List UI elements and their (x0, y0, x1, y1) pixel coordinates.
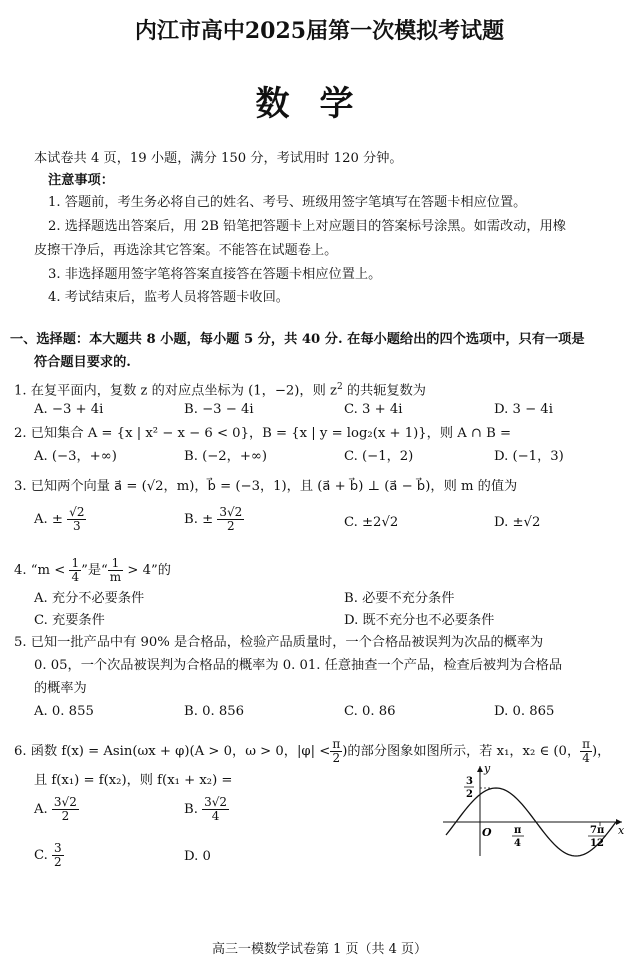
fraction-denominator: 2 (61, 809, 70, 823)
section-heading-line2: 符合题目要求的. (34, 355, 131, 370)
fraction-denominator: 3 (72, 519, 81, 533)
x-axis-label: x (618, 824, 625, 837)
q4-stem (14, 557, 171, 584)
q4-stem-part3: > 4”的 (127, 563, 171, 578)
q1-stem (14, 378, 426, 400)
y-axis-arrow (477, 766, 483, 772)
x-tick2-denominator: 12 (590, 838, 604, 849)
q4-option-d: D. 既不充分也不必要条件 (344, 613, 495, 628)
fraction-denominator: 2 (54, 855, 62, 869)
notice-4: 4. 考试结束后，监考人员将答题卡收回。 (48, 290, 289, 305)
exam-summary: 本试卷共 4 页，19 小题，满分 150 分，考试用时 120 分钟。 (34, 151, 403, 166)
q6-option-b-prefix: B. (184, 802, 198, 817)
exam-title: 内江市高中2025届第一次模拟考试题 (134, 18, 505, 44)
notice-2b: 皮擦干净后，再选涂其它答案。不能答在试题卷上。 (34, 243, 338, 258)
q3-stem: 3. 已知两个向量 a⃗ = (√2，m)，b⃗ = (−3，1)，且 (a⃗ + b⃗) ⊥ (a⃗ − b⃗)，则 m 的值为 (14, 479, 518, 494)
q6-stem-part2: )的部分图象如图所示，若 x₁，x₂ ∈ (0， (342, 744, 581, 759)
page-footer: 高三一模数学试卷第 1 页（共 4 页） (211, 942, 428, 957)
fraction-denominator: 4 (211, 809, 220, 823)
q4-option-c: C. 充要条件 (34, 613, 105, 628)
q1-option-c: C. 3 + 4i (344, 402, 403, 417)
fraction-numerator: 1 (108, 557, 123, 571)
fraction-numerator: √2 (69, 505, 85, 519)
x-tick1-denominator: 4 (514, 838, 521, 849)
q3-option-b-prefix: B. ± (184, 512, 214, 527)
fraction-numerator: π (582, 737, 591, 751)
y-tick-denominator: 2 (466, 789, 473, 800)
q3-option-a-prefix: A. ± (34, 512, 63, 527)
q6-option-c-prefix: C. (34, 848, 48, 863)
q4-stem-part1: 4. “m < (14, 563, 66, 578)
fraction-numerator: 3 (54, 841, 62, 855)
q3-option-b (184, 506, 244, 533)
q6-stem-line2: 且 f(x₁) = f(x₂)，则 f(x₁ + x₂) = (34, 773, 233, 788)
fraction-denominator: 2 (226, 519, 235, 533)
q6-stem-part3: )， (592, 744, 611, 759)
q6-stem-part1: 6. 函数 f(x) = Asin(ωx + φ)(A > 0，ω > 0，|φ| < (14, 744, 331, 759)
fraction-numerator: π (332, 737, 341, 751)
q5-option-d: D. 0. 865 (494, 704, 555, 719)
q6-option-a-prefix: A. (34, 802, 48, 817)
q3-option-d: D. ±√2 (494, 515, 541, 530)
fraction-denominator: 4 (71, 570, 80, 584)
notice-2a: 2. 选择题选出答案后，用 2B 铅笔把答题卡上对应题目的答案标号涂黑。如需改动，用橡 (48, 219, 566, 234)
q1-stem-text: 1. 在复平面内，复数 z 的对应点坐标为 (1，−2)，则 z (14, 383, 337, 399)
notice-3: 3. 非选择题用签字笔将答案直接答在答题卡相应位置上。 (48, 267, 382, 282)
q5-option-b: B. 0. 856 (184, 704, 245, 719)
q4-option-a: A. 充分不必要条件 (34, 591, 145, 606)
q6-option-d: D. 0 (184, 849, 211, 864)
q6-option-a (34, 796, 79, 823)
q5-option-a: A. 0. 855 (34, 704, 94, 719)
fraction-denominator: m (109, 570, 122, 584)
q3-option-b-fraction (217, 506, 244, 533)
q2-option-d: D. (−1，3) (494, 449, 564, 464)
fraction-numerator: 3√2 (219, 505, 243, 519)
q3-option-a-fraction (67, 506, 86, 533)
q3-option-c: C. ±2√2 (344, 515, 399, 530)
q3-option-a (34, 506, 86, 533)
q2-option-b: B. (−2，+∞) (184, 449, 268, 464)
fraction-numerator: 3√2 (204, 795, 228, 809)
fraction-denominator: 2 (332, 751, 341, 765)
q1-stem-tail: 的共轭复数为 (342, 383, 426, 399)
section-heading-line1: 一、选择题：本大题共 8 小题，每小题 5 分，共 40 分. 在每小题给出的四个选项中，只有一项是 (10, 332, 585, 347)
y-axis-label: y (484, 762, 491, 775)
q5-option-c: C. 0. 86 (344, 704, 396, 719)
q5-stem-line1: 5. 已知一批产品中有 90% 是合格品，检验产品质量时，一个合格品被误判为次品的概率为 (14, 635, 544, 650)
y-tick-numerator: 3 (466, 776, 473, 787)
q4-fraction-1 (69, 557, 81, 584)
fraction-numerator: 3√2 (53, 795, 77, 809)
q6-option-c (34, 842, 64, 869)
subject-title: 数学 (255, 84, 384, 124)
q4-stem-part2: ”是“ (81, 563, 108, 578)
notice-heading: 注意事项： (48, 173, 114, 188)
q5-stem-line2: 0. 05，一个次品被误判为合格品的概率为 0. 01. 任意抽查一个产品，检查后被判为合格品 (34, 658, 563, 673)
fraction-numerator: 1 (71, 556, 80, 570)
q2-option-c: C. (−1，2) (344, 449, 414, 464)
notice-1: 1. 答题前，考生务必将自己的姓名、考号、班级用签字笔填写在答题卡相应位置。 (48, 195, 527, 210)
q6-option-b (184, 796, 229, 823)
q1-option-a: A. −3 + 4i (34, 402, 104, 417)
q6-option-c-fraction (52, 842, 64, 869)
q6-option-a-fraction (52, 796, 79, 823)
q2-stem: 2. 已知集合 A = {x | x² − x − 6 < 0}，B = {x | y = log₂(x + 1)}，则 A ∩ B = (14, 426, 512, 441)
q1-superscript: 2 (336, 382, 343, 392)
q6-fraction-1 (330, 738, 342, 765)
q4-option-b: B. 必要不充分条件 (344, 591, 455, 606)
q4-fraction-2 (108, 557, 123, 584)
x-tick1-numerator: π (514, 825, 522, 836)
q1-option-d: D. 3 − 4i (494, 402, 553, 417)
origin-label: O (482, 826, 492, 839)
q1-option-b: B. −3 − 4i (184, 402, 254, 417)
q6-option-b-fraction (202, 796, 229, 823)
q6-function-graph (438, 760, 628, 860)
q2-option-a: A. (−3，+∞) (34, 449, 117, 464)
q5-stem-line3: 的概率为 (34, 681, 87, 696)
fraction-denominator: 4 (582, 751, 590, 765)
x-tick2-numerator: 7π (590, 825, 605, 836)
